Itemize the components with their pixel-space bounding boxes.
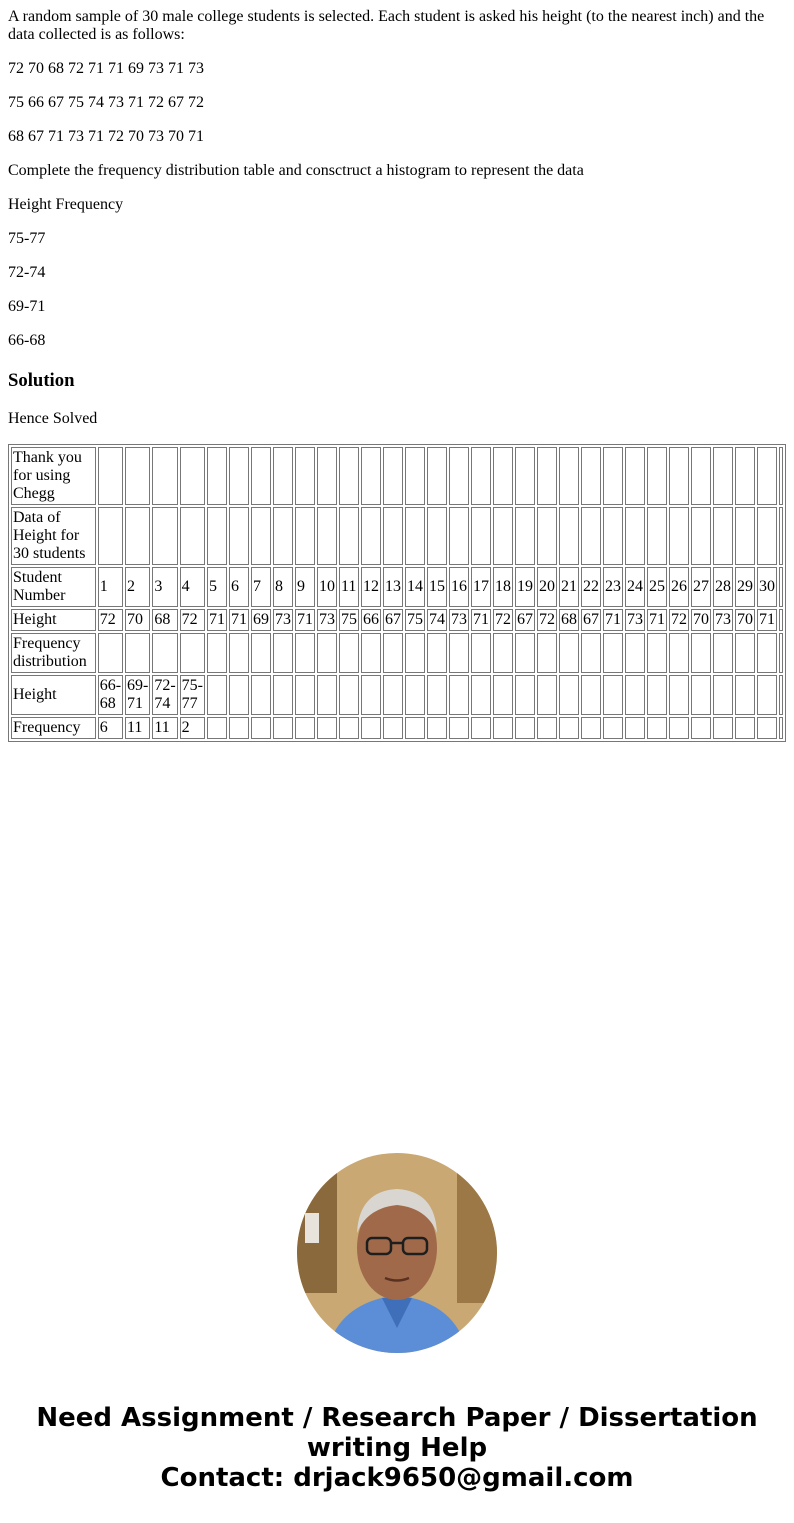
table-cell: 15: [427, 567, 447, 607]
table-cell: 9: [295, 567, 315, 607]
table-cell: [98, 633, 123, 673]
table-cell: 73: [713, 609, 733, 631]
table-cell: [273, 447, 293, 505]
table-cell: [647, 675, 667, 715]
table-cell: [669, 717, 689, 739]
table-cell: [207, 447, 227, 505]
table-cell: 30: [757, 567, 777, 607]
table-cell: 73: [449, 609, 469, 631]
table-cell: 10: [317, 567, 337, 607]
table-cell: [317, 447, 337, 505]
table-cell: [735, 447, 755, 505]
table-cell: [405, 717, 425, 739]
table-cell: [251, 633, 271, 673]
table-cell: [405, 447, 425, 505]
table-cell: [273, 633, 293, 673]
table-cell: [625, 717, 645, 739]
table-cell: [779, 609, 783, 631]
row-class-height-label: Height: [11, 675, 96, 715]
table-cell: [581, 633, 601, 673]
table-cell: 7: [251, 567, 271, 607]
table-cell: [559, 675, 579, 715]
table-cell: [779, 507, 783, 565]
table-cell: [493, 633, 513, 673]
table-cell: [515, 717, 535, 739]
table-cell: 27: [691, 567, 711, 607]
table-cell: [317, 507, 337, 565]
table-cell: 11: [152, 717, 177, 739]
table-cell: 4: [180, 567, 205, 607]
table-cell: [691, 507, 711, 565]
table-cell: 72-74: [152, 675, 177, 715]
table-cell: 6: [98, 717, 123, 739]
table-cell: [471, 717, 491, 739]
table-cell: 67: [581, 609, 601, 631]
table-cell: [691, 447, 711, 505]
table-cell: [207, 717, 227, 739]
table-cell: 22: [581, 567, 601, 607]
table-cell: 72: [493, 609, 513, 631]
solution-table: [8, 444, 786, 742]
table-cell: [339, 717, 359, 739]
table-cell: [603, 447, 623, 505]
table-cell: 3: [152, 567, 177, 607]
table-cell: [669, 675, 689, 715]
table-cell: [493, 447, 513, 505]
table-cell: [471, 507, 491, 565]
table-cell: [317, 633, 337, 673]
table-cell: [713, 717, 733, 739]
row-student-number-label: Student Number: [11, 567, 96, 607]
table-cell: 75-77: [180, 675, 205, 715]
table-cell: 18: [493, 567, 513, 607]
table-cell: [152, 633, 177, 673]
solution-text: Hence Solved: [8, 410, 98, 427]
table-cell: [515, 447, 535, 505]
question-content: [8, 8, 786, 742]
table-cell: [757, 717, 777, 739]
table-cell: 11: [339, 567, 359, 607]
table-cell: [471, 675, 491, 715]
table-cell: [251, 675, 271, 715]
table-cell: 2: [125, 567, 150, 607]
table-cell: [383, 447, 403, 505]
footer-ad: [0, 1403, 794, 1493]
table-cell: [405, 633, 425, 673]
table-cell: 69: [251, 609, 271, 631]
table-cell: [405, 507, 425, 565]
table-cell: [361, 633, 381, 673]
table-cell: [713, 507, 733, 565]
table-cell: [713, 675, 733, 715]
table-cell: [757, 675, 777, 715]
table-cell: 71: [207, 609, 227, 631]
table-cell: [779, 447, 783, 505]
row-class-height: [11, 675, 783, 715]
table-cell: [295, 447, 315, 505]
table-cell: 75: [339, 609, 359, 631]
table-cell: [603, 675, 623, 715]
table-cell: [317, 675, 337, 715]
table-cell: [669, 447, 689, 505]
data-line-2: 75 66 67 75 74 73 71 72 67 72: [8, 94, 204, 111]
row-frequency: [11, 717, 783, 739]
table-cell: 73: [625, 609, 645, 631]
table-cell: 70: [691, 609, 711, 631]
table-cell: [339, 675, 359, 715]
table-cell: [152, 447, 177, 505]
table-cell: [581, 447, 601, 505]
table-cell: 71: [229, 609, 249, 631]
table-cell: [669, 507, 689, 565]
table-cell: [625, 633, 645, 673]
table-cell: [625, 507, 645, 565]
table-cell: [493, 717, 513, 739]
table-cell: [125, 633, 150, 673]
table-cell: 68: [152, 609, 177, 631]
table-cell: 70: [125, 609, 150, 631]
table-cell: [383, 633, 403, 673]
table-cell: [625, 447, 645, 505]
table-cell: [273, 675, 293, 715]
table-cell: [449, 675, 469, 715]
table-cell: [180, 507, 205, 565]
table-cell: 28: [713, 567, 733, 607]
table-cell: [229, 447, 249, 505]
avatar-photo: [297, 1153, 497, 1353]
row-data-title: [11, 507, 783, 565]
table-cell: 26: [669, 567, 689, 607]
table-cell: [405, 675, 425, 715]
table-cell: [229, 507, 249, 565]
table-cell: [603, 507, 623, 565]
table-cell: 13: [383, 567, 403, 607]
table-cell: [251, 717, 271, 739]
table-cell: [581, 675, 601, 715]
class-69-71: 69-71: [8, 298, 46, 315]
table-cell: 66-68: [98, 675, 123, 715]
table-cell: [125, 447, 150, 505]
table-cell: [295, 507, 315, 565]
table-cell: [427, 447, 447, 505]
table-cell: [537, 633, 557, 673]
table-cell: [493, 675, 513, 715]
table-cell: 67: [383, 609, 403, 631]
table-cell: [361, 675, 381, 715]
table-cell: [647, 633, 667, 673]
table-cell: 67: [515, 609, 535, 631]
table-cell: 71: [471, 609, 491, 631]
table-cell: 68: [559, 609, 579, 631]
table-cell: 69-71: [125, 675, 150, 715]
table-cell: [427, 633, 447, 673]
class-66-68: 66-68: [8, 332, 46, 349]
table-cell: 23: [603, 567, 623, 607]
table-cell: [295, 633, 315, 673]
table-cell: 66: [361, 609, 381, 631]
table-cell: [361, 507, 381, 565]
table-cell: [691, 633, 711, 673]
table-cell: [515, 633, 535, 673]
row-height: [11, 609, 783, 631]
table-cell: 71: [647, 609, 667, 631]
table-cell: [493, 507, 513, 565]
table-cell: 1: [98, 567, 123, 607]
table-cell: [449, 717, 469, 739]
table-cell: [757, 447, 777, 505]
row-student-number: [11, 567, 783, 607]
table-cell: [273, 507, 293, 565]
table-cell: [735, 675, 755, 715]
table-cell: [180, 447, 205, 505]
table-cell: [383, 675, 403, 715]
table-cell: [625, 675, 645, 715]
table-cell: 29: [735, 567, 755, 607]
row-frequency-label: Frequency: [11, 717, 96, 739]
table-cell: [647, 717, 667, 739]
table-cell: [449, 633, 469, 673]
table-cell: 12: [361, 567, 381, 607]
author-avatar: [297, 1153, 497, 1353]
table-cell: [779, 675, 783, 715]
instruction: Complete the frequency distribution table and consctruct a histogram to represent the data: [8, 162, 584, 179]
table-cell: [339, 507, 359, 565]
table-cell: [427, 717, 447, 739]
row-frequency-distribution: [11, 633, 783, 673]
table-cell: [449, 447, 469, 505]
table-cell: [559, 633, 579, 673]
table-cell: [383, 507, 403, 565]
table-cell: [207, 633, 227, 673]
table-cell: 72: [537, 609, 557, 631]
footer-line-1: Need Assignment / Research Paper / Dissertation: [36, 1403, 758, 1433]
row-height-label: Height: [11, 609, 96, 631]
table-cell: [383, 717, 403, 739]
table-cell: 70: [735, 609, 755, 631]
table-cell: [251, 507, 271, 565]
table-cell: [537, 675, 557, 715]
table-cell: [559, 507, 579, 565]
table-cell: 73: [317, 609, 337, 631]
table-cell: [559, 447, 579, 505]
table-cell: 11: [125, 717, 150, 739]
table-cell: [647, 447, 667, 505]
table-cell: [735, 717, 755, 739]
table-cell: [251, 447, 271, 505]
table-cell: [691, 717, 711, 739]
table-cell: [647, 507, 667, 565]
table-cell: 19: [515, 567, 535, 607]
table-cell: [125, 507, 150, 565]
table-cell: [779, 633, 783, 673]
table-cell: [295, 717, 315, 739]
question-intro: A random sample of 30 male college students is selected. Each student is asked his height (to the nearest inch) and the data collected is as follows:: [8, 8, 765, 43]
table-cell: [537, 717, 557, 739]
table-cell: 73: [273, 609, 293, 631]
table-cell: [691, 675, 711, 715]
table-cell: [295, 675, 315, 715]
table-cell: [735, 507, 755, 565]
table-cell: 72: [669, 609, 689, 631]
table-cell: 2: [180, 717, 205, 739]
footer-line-2: writing Help: [306, 1433, 488, 1463]
table-cell: [757, 633, 777, 673]
table-cell: 72: [180, 609, 205, 631]
table-cell: 14: [405, 567, 425, 607]
table-cell: 71: [757, 609, 777, 631]
data-line-1: 72 70 68 72 71 71 69 73 71 73: [8, 60, 204, 77]
table-cell: [713, 633, 733, 673]
table-cell: [229, 675, 249, 715]
table-cell: [779, 567, 783, 607]
table-cell: 5: [207, 567, 227, 607]
table-cell: [515, 507, 535, 565]
table-cell: [273, 717, 293, 739]
table-cell: [361, 447, 381, 505]
table-cell: [757, 507, 777, 565]
table-cell: 75: [405, 609, 425, 631]
table-cell: [581, 717, 601, 739]
table-cell: [713, 447, 733, 505]
class-72-74: 72-74: [8, 264, 46, 281]
table-cell: 6: [229, 567, 249, 607]
row-data-title-label: Data of Height for 30 students: [11, 507, 96, 565]
data-line-3: 68 67 71 73 71 72 70 73 70 71: [8, 128, 204, 145]
table-cell: [207, 507, 227, 565]
table-cell: [471, 633, 491, 673]
table-cell: 74: [427, 609, 447, 631]
table-header-text: Height Frequency: [8, 196, 124, 213]
table-cell: [98, 507, 123, 565]
table-cell: 72: [98, 609, 123, 631]
table-cell: 20: [537, 567, 557, 607]
table-cell: [361, 717, 381, 739]
table-cell: [515, 675, 535, 715]
row-thanks: [11, 447, 783, 505]
table-cell: [339, 633, 359, 673]
table-cell: 71: [295, 609, 315, 631]
table-cell: [449, 507, 469, 565]
table-cell: 25: [647, 567, 667, 607]
table-cell: [229, 717, 249, 739]
table-cell: [581, 507, 601, 565]
table-cell: 17: [471, 567, 491, 607]
table-cell: [603, 717, 623, 739]
table-cell: 24: [625, 567, 645, 607]
row-frequency-distribution-label: Frequency distribution: [11, 633, 96, 673]
table-cell: [180, 633, 205, 673]
table-cell: [471, 447, 491, 505]
table-cell: [779, 717, 783, 739]
class-75-77: 75-77: [8, 230, 46, 247]
table-cell: [537, 507, 557, 565]
table-cell: [98, 447, 123, 505]
row-thanks-label: Thank you for using Chegg: [11, 447, 96, 505]
table-cell: [669, 633, 689, 673]
table-cell: [229, 633, 249, 673]
table-cell: [207, 675, 227, 715]
table-cell: 8: [273, 567, 293, 607]
table-cell: [427, 675, 447, 715]
table-cell: [152, 507, 177, 565]
table-cell: [537, 447, 557, 505]
solution-heading: Solution: [8, 370, 75, 391]
table-cell: [559, 717, 579, 739]
table-cell: [427, 507, 447, 565]
table-cell: 16: [449, 567, 469, 607]
footer-line-3: Contact: drjack9650@gmail.com: [160, 1463, 634, 1493]
table-cell: [317, 717, 337, 739]
table-cell: [603, 633, 623, 673]
table-cell: 21: [559, 567, 579, 607]
table-cell: [735, 633, 755, 673]
table-cell: 71: [603, 609, 623, 631]
table-cell: [339, 447, 359, 505]
